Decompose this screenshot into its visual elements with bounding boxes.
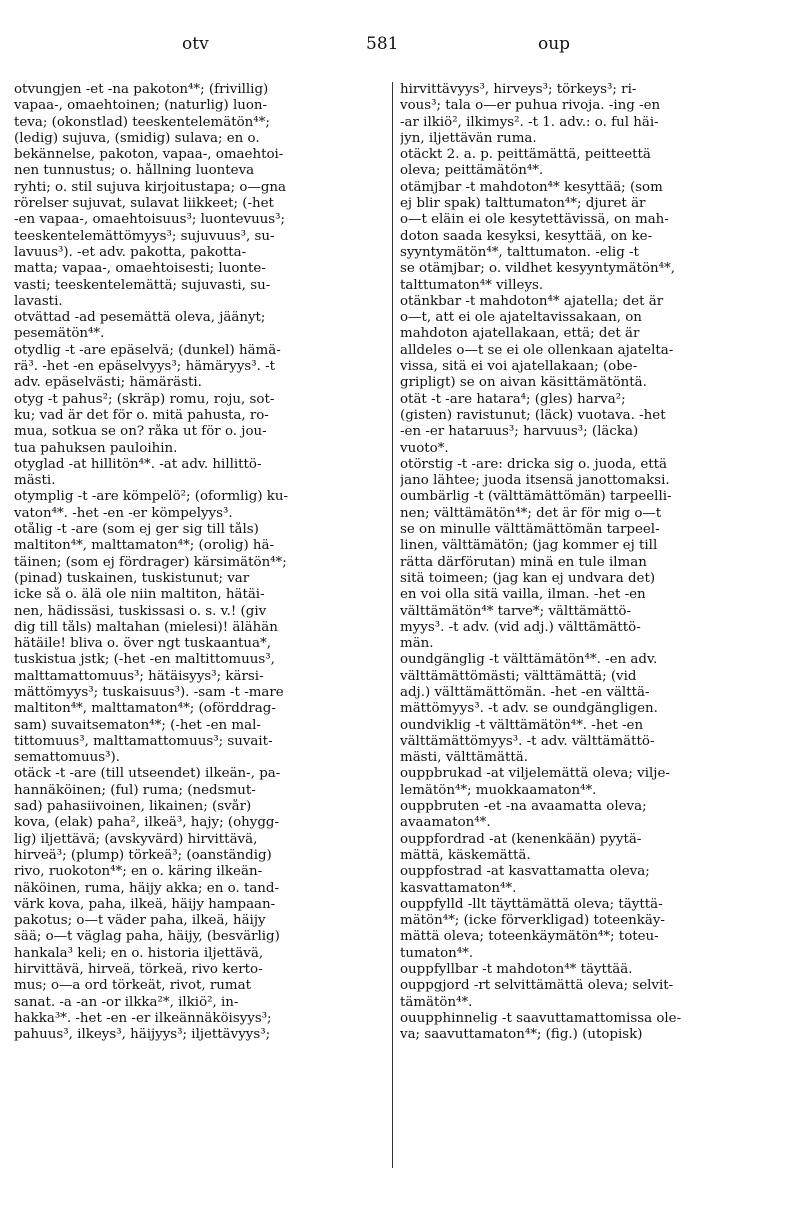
text-line: sitä toimeen; (jag kan ej undvara det) xyxy=(400,570,656,586)
text-line: mätön⁴*; (icke förverkligad) toteenkäy- xyxy=(400,913,665,929)
text-line: semattomuus³). xyxy=(14,750,120,766)
text-line: nen; välttämätön⁴*; det är för mig o—t xyxy=(400,505,662,521)
text-line: täinen; (som ej fördrager) kärsimätön⁴*; xyxy=(14,554,287,570)
page-header xyxy=(0,34,800,60)
page-number: 581 xyxy=(366,34,399,54)
text-line: ku; vad är det för o. mitä pahusta, ro- xyxy=(14,407,269,423)
text-line: hakka³*. -het -en -er ilkeännäköisyys³; xyxy=(14,1010,272,1026)
text-line: sanat. -a -an -or ilkka²*, ilkiö², in- xyxy=(14,994,239,1010)
left-column xyxy=(14,82,386,1044)
text-line: lavasti. xyxy=(14,293,63,309)
text-line: tuskistua jstk; (-het -en maltittomuus³, xyxy=(14,652,275,668)
text-line: oleva; peittämätön⁴*. xyxy=(400,163,544,179)
text-line: lavuus³). -et adv. pakotta, pakotta- xyxy=(14,244,247,260)
text-line: rä³. -het -en epäselvyys³; hämäryys³. -t xyxy=(14,359,276,375)
text-line: ouppfyllbar -t mahdoton⁴* täyttää. xyxy=(400,962,633,978)
text-line: lemätön⁴*; muokkaamaton⁴*. xyxy=(400,782,597,798)
text-line: doton saada kesyksi, kesyttää, on ke- xyxy=(400,228,653,244)
text-line: (ledig) sujuva, (smidig) sulava; en o. xyxy=(14,130,260,146)
right-guide-word: oup xyxy=(538,34,571,54)
text-line: maltiton⁴*, malttamaton⁴*; (orolig) hä- xyxy=(14,538,275,554)
text-line: jyn, iljettävän ruma. xyxy=(400,130,537,146)
text-line: otämjbar -t mahdoton⁴* kesyttää; (som xyxy=(400,179,663,195)
text-line: ouppfostrad -at kasvattamatta oleva; xyxy=(400,864,650,880)
text-line: tämätön⁴*. xyxy=(400,994,473,1010)
text-line: lig) iljettävä; (avskyvärd) hirvittävä, xyxy=(14,831,258,847)
text-line: otyglad -at hillitön⁴*. -at adv. hillittö- xyxy=(14,456,262,472)
right-column xyxy=(400,82,784,1044)
text-line: oundviklig -t välttämätön⁴*. -het -en xyxy=(400,717,644,733)
text-line: otymplig -t -are kömpelö²; (oformlig) ku- xyxy=(14,489,289,505)
text-line: otäck -t -are (till utseendet) ilkeän-, pa- xyxy=(14,766,281,782)
text-line: välttämätön⁴* tarve*; välttämättö- xyxy=(400,603,631,619)
text-line: rätta därförutan) minä en tule ilman xyxy=(400,554,647,570)
text-line: välttämättömästi; välttämättä; (vid xyxy=(400,668,637,684)
column-divider xyxy=(392,82,393,1168)
text-line: adj.) välttämättömän. -het -en välttä- xyxy=(400,684,650,700)
text-line: (pinad) tuskainen, tuskistunut; var xyxy=(14,570,250,586)
text-line: sää; o—t väglag paha, häijy, (besvärlig) xyxy=(14,929,280,945)
text-line: icke så o. älä ole niin maltiton, hätäi- xyxy=(14,587,265,603)
text-line: mättä, käskemättä. xyxy=(400,847,531,863)
text-line: otvättad -ad pesemättä oleva, jäänyt; xyxy=(14,310,266,326)
text-line: mahdoton ajatellakaan, että; det är xyxy=(400,326,640,342)
text-line: syyntymätön⁴*, talttumaton. -elig -t xyxy=(400,244,639,260)
text-line: sad) pahasiivoinen, likainen; (svår) xyxy=(14,799,252,815)
text-line: ouppfylld -llt täyttämättä oleva; täyttä- xyxy=(400,896,663,912)
text-line: malttamattomuus³; hätäisyys³; kärsi- xyxy=(14,668,264,684)
text-line: o—t eläin ei ole kesytettävissä, on mah- xyxy=(400,212,669,228)
text-line: oundgänglig -t välttämätön⁴*. -en adv. xyxy=(400,652,658,668)
text-line: gripligt) se on aivan käsittämätöntä. xyxy=(400,375,647,391)
text-line: hirvittävä, hirveä, törkeä, rivo kerto- xyxy=(14,962,263,978)
text-line: (gisten) ravistunut; (läck) vuotava. -het xyxy=(400,407,666,423)
text-line: mua, sotkua se on? råka ut för o. jou- xyxy=(14,424,267,440)
text-line: mättömyys³. -t adv. se oundgängligen. xyxy=(400,701,658,717)
text-line: män. xyxy=(400,636,434,652)
text-line: va; saavuttamaton⁴*; (fig.) (utopisk) xyxy=(400,1027,643,1043)
text-line: vuoto*. xyxy=(400,440,449,456)
text-line: kasvattamaton⁴*. xyxy=(400,880,517,896)
text-line: rivo, ruokoton⁴*; en o. käring ilkeän- xyxy=(14,864,263,880)
text-line: pesemätön⁴*. xyxy=(14,326,105,342)
text-line: kova, (elak) paha², ilkeä³, hajy; (ohygg- xyxy=(14,815,279,831)
text-line: hannäköinen; (ful) ruma; (nedsmut- xyxy=(14,782,256,798)
text-line: se on minulle välttämättömän tarpeel- xyxy=(400,522,660,538)
text-line: bekännelse, pakoton, vapaa-, omaehtoi- xyxy=(14,147,284,163)
text-line: o—t, att ei ole ajateltavissakaan, on xyxy=(400,310,642,326)
text-line: ryhti; o. stil sujuva kirjoitustapa; o—gna xyxy=(14,179,287,195)
text-line: linen, välttämätön; (jag kommer ej till xyxy=(400,538,658,554)
text-line: pahuus³, ilkeys³, häijyys³; iljettävyys³; xyxy=(14,1027,271,1043)
text-line: tittomuus³, malttamattomuus³; suvait- xyxy=(14,733,273,749)
text-line: sam) suvaitsematon⁴*; (-het -en mal- xyxy=(14,717,261,733)
text-line: myys³. -t adv. (vid adj.) välttämättö- xyxy=(400,619,641,635)
text-line: nen tunnustus; o. hållning luonteva xyxy=(14,163,255,179)
text-line: teva; (okonstlad) teeskentelemätön⁴*; xyxy=(14,114,270,130)
text-line: mästi, välttämättä. xyxy=(400,750,528,766)
text-line: ouupphinnelig -t saavuttamattomissa ole- xyxy=(400,1010,682,1026)
text-line: jano lähtee; juoda itsensä janottomaksi. xyxy=(400,473,670,489)
text-line: mättä oleva; toteenkäymätön⁴*; toteu- xyxy=(400,929,659,945)
text-line: rörelser sujuvat, sulavat liikkeet; (-het xyxy=(14,196,274,212)
text-line: en voi olla sitä vailla, ilman. -het -en xyxy=(400,587,646,603)
text-line: mättömyys³; tuskaisuus³). -sam -t -mare xyxy=(14,684,284,700)
text-line: otänkbar -t mahdoton⁴* ajatella; det är xyxy=(400,293,664,309)
text-line: nen, hädissäsi, tuskissasi o. s. v.! (giv xyxy=(14,603,267,619)
text-line: näköinen, ruma, häijy akka; en o. tand- xyxy=(14,880,280,896)
text-line: mus; o—a ord törkeät, rivot, rumat xyxy=(14,978,251,994)
text-line: maltiton⁴*, malttamaton⁴*; (oförddrag- xyxy=(14,701,276,717)
text-line: -en -er hataruus³; harvuus³; (läcka) xyxy=(400,424,639,440)
text-line: hätäile! bliva o. över ngt tuskaantua*, xyxy=(14,636,271,652)
text-line: ouppbrukad -at viljelemättä oleva; vilje- xyxy=(400,766,670,782)
text-line: ouppfordrad -at (kenenkään) pyytä- xyxy=(400,831,642,847)
text-line: otydlig -t -are epäselvä; (dunkel) hämä- xyxy=(14,342,281,358)
text-line: tumaton⁴*. xyxy=(400,945,474,961)
text-line: vapaa-, omaehtoinen; (naturlig) luon- xyxy=(14,98,268,114)
text-line: otät -t -are hatara⁴; (gles) harva²; xyxy=(400,391,626,407)
text-line: värk kova, paha, ilkeä, häijy hampaan- xyxy=(14,896,276,912)
text-line: -ar ilkiö², ilkimys². -t 1. adv.: o. ful häi- xyxy=(400,114,659,130)
text-line: ouppbruten -et -na avaamatta oleva; xyxy=(400,799,647,815)
text-line: vaton⁴*. -het -en -er kömpelyys³. xyxy=(14,505,233,521)
text-line: alldeles o—t se ei ole ollenkaan ajatelta- xyxy=(400,342,674,358)
text-line: teeskentelemättömyys³; sujuvuus³, su- xyxy=(14,228,275,244)
text-line: adv. epäselvästi; hämärästi. xyxy=(14,375,202,391)
text-line: hankala³ keli; en o. historia iljettävä, xyxy=(14,945,264,961)
text-line: ouppgjord -rt selvittämättä oleva; selvit- xyxy=(400,978,674,994)
text-line: -en vapaa-, omaehtoisuus³; luontevuus³; xyxy=(14,212,286,228)
text-line: ej blir spak) talttumaton⁴*; djuret är xyxy=(400,196,646,212)
text-line: matta; vapaa-, omaehtoisesti; luonte- xyxy=(14,261,266,277)
text-line: hirveä³; (plump) törkeä³; (oanständig) xyxy=(14,847,272,863)
text-line: otäckt 2. a. p. peittämättä, peitteettä xyxy=(400,147,651,163)
text-line: oumbärlig -t (välttämättömän) tarpeelli- xyxy=(400,489,672,505)
text-line: otvungjen -et -na pakoton⁴*; (frivillig) xyxy=(14,82,269,97)
text-line: välttämättömyys³. -t adv. välttämättö- xyxy=(400,733,655,749)
text-line: otålig -t -are (som ej ger sig till tåls) xyxy=(14,522,259,538)
text-line: dig till tåls) maltahan (mielesi)! älähän xyxy=(14,619,278,635)
text-line: avaamaton⁴*. xyxy=(400,815,491,831)
text-line: tua pahuksen pauloihin. xyxy=(14,440,178,456)
text-line: se otämjbar; o. vildhet kesyyntymätön⁴*, xyxy=(400,261,675,277)
text-line: vasti; teeskentelemättä; sujuvasti, su- xyxy=(14,277,271,293)
left-guide-word: otv xyxy=(182,34,209,54)
text-line: vissa, sitä ei voi ajatellakaan; (obe- xyxy=(400,359,638,375)
text-line: mästi. xyxy=(14,473,56,489)
text-line: pakotus; o—t väder paha, ilkeä, häijy xyxy=(14,913,266,929)
text-line: otörstig -t -are: dricka sig o. juoda, että xyxy=(400,456,668,472)
text-line: hirvittävyys³, hirveys³; törkeys³; ri- xyxy=(400,82,637,97)
text-line: otyg -t pahus²; (skräp) romu, roju, sot- xyxy=(14,391,275,407)
text-line: vous³; tala o—er puhua rivoja. -ing -en xyxy=(400,98,661,114)
text-line: talttumaton⁴* villeys. xyxy=(400,277,544,293)
